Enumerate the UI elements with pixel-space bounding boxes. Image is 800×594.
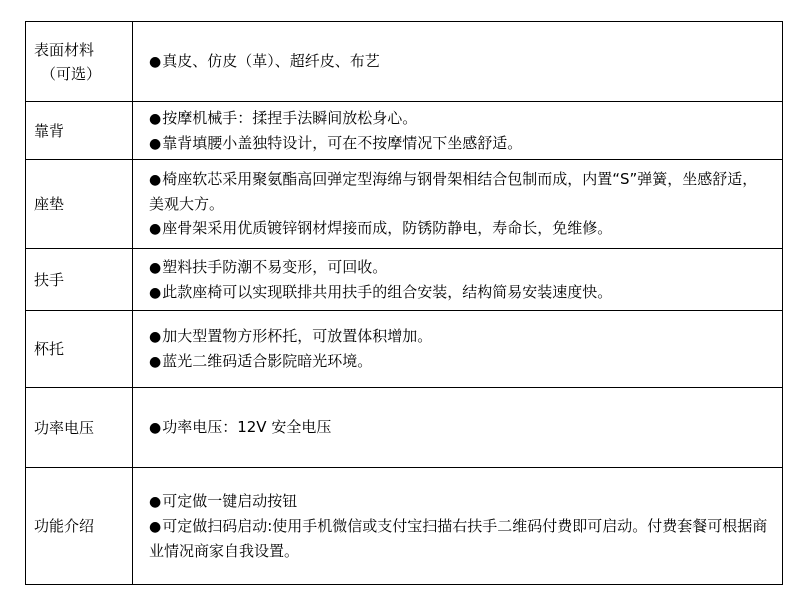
table-row [26,468,783,585]
list-item-text: 可定做扫码启动:使用手机微信或支付宝扫描右扶手二维码付费即可启动。付费套餐可根据商业情况商家自我设置。 [149,517,768,560]
list-item [149,324,770,349]
bullet-icon: ● [149,221,162,237]
list-item-text: 椅座软芯采用聚氨酯高回弹定型海绵与钢骨架相结合包制而成，内置“S”弹簧，坐感舒适，美观大方。 [149,170,758,213]
list-item [149,415,770,440]
list-item-text: 此款座椅可以实现联排共用扶手的组合安装，结构简易安装速度快。 [162,282,613,301]
list-item [149,167,770,216]
bullet-icon: ● [149,54,162,70]
list-item [149,216,770,241]
row-label-text: 扶手 [34,270,65,289]
table-row [26,102,783,160]
row-label-text: 座垫 [34,195,65,213]
list-item [149,280,770,305]
row-content [133,388,783,468]
list-item-text: 真皮、仿皮（革）、超纤皮、布艺 [162,52,380,70]
row-label [26,468,133,585]
table-row [26,388,783,468]
row-content [133,468,783,585]
bullet-icon: ● [149,494,162,510]
row-label-text: 功率电压 [34,418,95,437]
row-label-text: 表面材料 [34,40,95,59]
row-label-text: 靠背 [34,121,65,140]
table-row [26,311,783,388]
list-item [149,49,770,74]
row-content [133,160,783,249]
list-item [149,514,770,563]
list-item [149,255,770,280]
list-item [149,131,770,156]
table-row [26,249,783,311]
bullet-icon: ● [149,172,162,188]
list-item-text: 加大型置物方形杯托，可放置体积增加。 [162,327,433,345]
table-row [26,22,783,102]
row-label [26,388,133,468]
bullet-icon: ● [149,354,162,370]
row-label-text: 杯托 [34,340,65,358]
list-item [149,106,770,131]
spec-table [25,21,783,585]
row-label [26,311,133,388]
bullet-icon: ● [149,420,162,436]
row-label [26,102,133,160]
list-item-text: 塑料扶手防潮不易变形，可回收。 [162,257,388,276]
list-item-text: 功率电压：12V 安全电压 [162,418,332,436]
row-content [133,102,783,160]
row-content [133,311,783,388]
table-row [26,160,783,249]
list-item-text: 可定做一键启动按钮 [162,492,298,510]
row-content [133,249,783,311]
list-item-text: 蓝光二维码适合影院暗光环境。 [162,352,373,370]
row-label [26,160,133,249]
list-item-text: 按摩机械手：揉捏手法瞬间放松身心。 [162,108,418,127]
row-content [133,22,783,102]
bullet-icon: ● [149,519,162,535]
bullet-icon: ● [149,135,162,152]
row-label [26,22,133,102]
bullet-icon: ● [149,329,162,345]
row-sublabel-text: （可选） [40,64,101,83]
list-item-text: 座骨架采用优质镀锌钢材焊接而成，防锈防静电，寿命长，免维修。 [162,219,613,237]
bullet-icon: ● [149,284,162,301]
bullet-icon: ● [149,110,162,127]
row-label [26,249,133,311]
list-item-text: 靠背填腰小盖独特设计，可在不按摩情况下坐感舒适。 [162,133,523,152]
list-item [149,349,770,374]
list-item [149,489,770,514]
row-label-text: 功能介绍 [34,517,95,535]
bullet-icon: ● [149,259,162,276]
